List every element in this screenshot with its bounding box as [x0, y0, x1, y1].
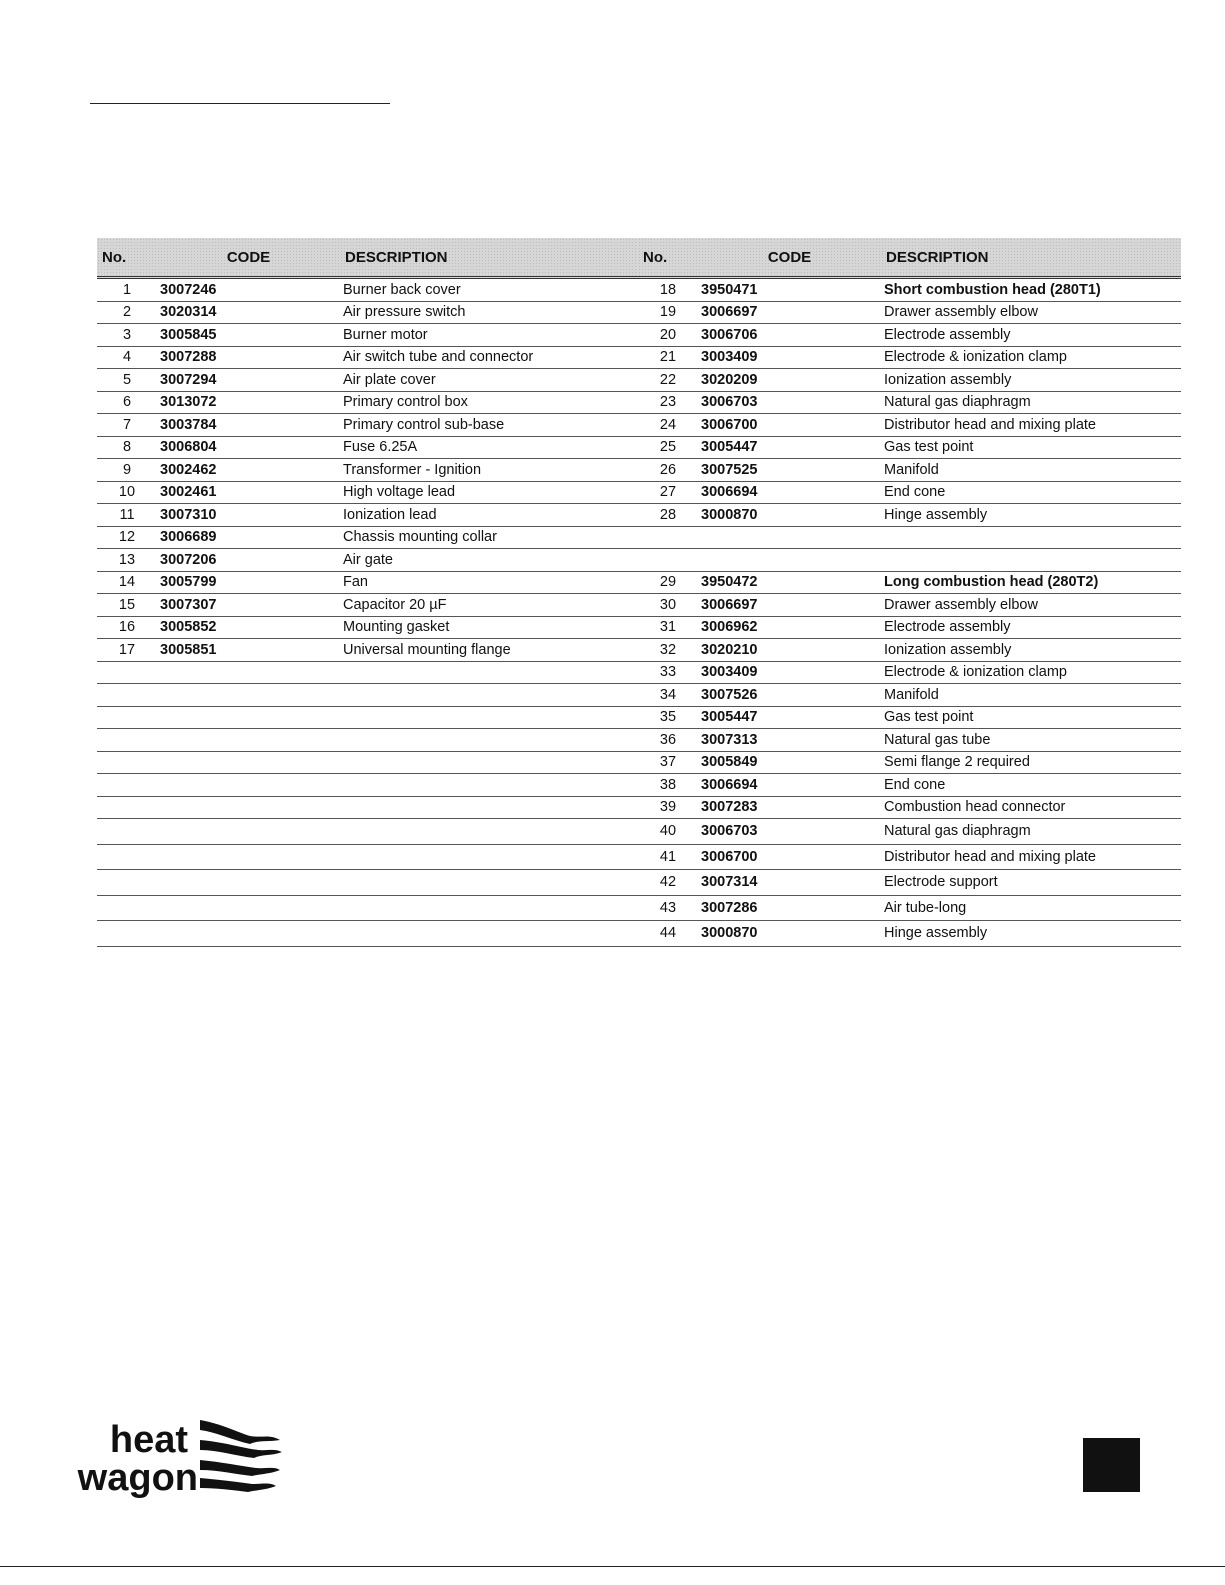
part-description: Air tube-long [881, 895, 1181, 921]
header-row [97, 238, 1181, 278]
table-row [97, 661, 1181, 684]
part-code: 3006694 [698, 481, 881, 504]
part-number: 10 [97, 481, 157, 504]
part-code: 3007314 [698, 870, 881, 896]
part-description [340, 706, 638, 729]
part-description: Long combustion head (280T2) [881, 571, 1181, 594]
part-description: Combustion head connector [881, 796, 1181, 819]
part-code [157, 774, 340, 797]
part-description: Manifold [881, 459, 1181, 482]
part-number: 19 [638, 301, 698, 324]
parts-table [97, 238, 1181, 947]
part-code [157, 729, 340, 752]
part-code: 3007286 [698, 895, 881, 921]
table-row [97, 436, 1181, 459]
part-code [157, 870, 340, 896]
part-description: Short combustion head (280T1) [881, 278, 1181, 302]
part-code: 3006703 [698, 391, 881, 414]
part-code: 3000870 [698, 504, 881, 527]
table-row [97, 414, 1181, 437]
part-description: Ionization assembly [881, 369, 1181, 392]
part-code: 3006700 [698, 844, 881, 870]
part-code: 3007313 [698, 729, 881, 752]
part-description: Primary control sub-base [340, 414, 638, 437]
part-number: 22 [638, 369, 698, 392]
part-number: 41 [638, 844, 698, 870]
part-code: 3005851 [157, 639, 340, 662]
part-number: 9 [97, 459, 157, 482]
part-number [97, 751, 157, 774]
table-row [97, 549, 1181, 572]
part-description: Electrode & ionization clamp [881, 661, 1181, 684]
part-description: Burner motor [340, 324, 638, 347]
table-row [97, 895, 1181, 921]
table-row [97, 278, 1181, 302]
part-description: Ionization lead [340, 504, 638, 527]
part-code: 3005849 [698, 751, 881, 774]
part-code: 3007307 [157, 594, 340, 617]
part-number: 24 [638, 414, 698, 437]
part-number: 44 [638, 921, 698, 947]
table-row [97, 616, 1181, 639]
part-description: Electrode & ionization clamp [881, 346, 1181, 369]
part-description [340, 844, 638, 870]
part-description: Air pressure switch [340, 301, 638, 324]
part-code: 3006700 [698, 414, 881, 437]
part-number [97, 684, 157, 707]
part-number: 25 [638, 436, 698, 459]
part-code: 3950472 [698, 571, 881, 594]
part-description: Fuse 6.25A [340, 436, 638, 459]
part-description: Burner back cover [340, 278, 638, 302]
part-description: Electrode support [881, 870, 1181, 896]
part-description: Primary control box [340, 391, 638, 414]
part-code: 3020210 [698, 639, 881, 662]
table-row [97, 870, 1181, 896]
header-no-right: No. [638, 238, 698, 278]
part-description: Universal mounting flange [340, 639, 638, 662]
part-number: 27 [638, 481, 698, 504]
part-number: 16 [97, 616, 157, 639]
part-description [340, 819, 638, 845]
part-code: 3006689 [157, 526, 340, 549]
table-row [97, 346, 1181, 369]
part-code [698, 549, 881, 572]
part-number: 2 [97, 301, 157, 324]
table-row [97, 639, 1181, 662]
part-description: Natural gas diaphragm [881, 819, 1181, 845]
part-description: Drawer assembly elbow [881, 301, 1181, 324]
part-description [340, 895, 638, 921]
part-code [157, 751, 340, 774]
bottom-rule [0, 1566, 1225, 1567]
part-number: 1 [97, 278, 157, 302]
part-code [157, 796, 340, 819]
part-number: 36 [638, 729, 698, 752]
part-number: 30 [638, 594, 698, 617]
table-row [97, 594, 1181, 617]
part-number: 35 [638, 706, 698, 729]
part-description [340, 774, 638, 797]
part-number [97, 819, 157, 845]
part-number: 33 [638, 661, 698, 684]
part-code: 3006804 [157, 436, 340, 459]
heat-wagon-logo [72, 1418, 287, 1498]
part-number: 32 [638, 639, 698, 662]
part-code: 3006962 [698, 616, 881, 639]
part-code: 3020314 [157, 301, 340, 324]
part-description: Air plate cover [340, 369, 638, 392]
part-number [97, 774, 157, 797]
table-row [97, 774, 1181, 797]
part-code [157, 844, 340, 870]
parts-table-body [97, 278, 1181, 947]
part-description: Distributor head and mixing plate [881, 844, 1181, 870]
table-row [97, 684, 1181, 707]
part-code [698, 526, 881, 549]
header-description-left: DESCRIPTION [340, 238, 638, 278]
part-description: Air gate [340, 549, 638, 572]
part-code [157, 895, 340, 921]
table-row [97, 459, 1181, 482]
part-number: 26 [638, 459, 698, 482]
part-description: Fan [340, 571, 638, 594]
part-code: 3013072 [157, 391, 340, 414]
table-row [97, 481, 1181, 504]
table-row [97, 526, 1181, 549]
part-code: 3003409 [698, 661, 881, 684]
part-code [157, 684, 340, 707]
part-code: 3005852 [157, 616, 340, 639]
part-description: Natural gas tube [881, 729, 1181, 752]
part-code: 3007294 [157, 369, 340, 392]
part-number: 14 [97, 571, 157, 594]
part-code: 3003409 [698, 346, 881, 369]
part-code: 3007525 [698, 459, 881, 482]
part-code: 3007526 [698, 684, 881, 707]
logo-line1: heat [109, 1419, 188, 1461]
part-number: 28 [638, 504, 698, 527]
part-code: 3006697 [698, 301, 881, 324]
part-number: 18 [638, 278, 698, 302]
part-description: Chassis mounting collar [340, 526, 638, 549]
part-number: 42 [638, 870, 698, 896]
table-row [97, 751, 1181, 774]
part-code: 3007288 [157, 346, 340, 369]
table-row [97, 729, 1181, 752]
part-description: Semi flange 2 required [881, 751, 1181, 774]
part-number: 13 [97, 549, 157, 572]
part-number: 40 [638, 819, 698, 845]
top-rule [90, 103, 390, 104]
part-description: Drawer assembly elbow [881, 594, 1181, 617]
part-number: 38 [638, 774, 698, 797]
part-description: Hinge assembly [881, 921, 1181, 947]
part-number [97, 844, 157, 870]
part-description [340, 684, 638, 707]
part-code: 3950471 [698, 278, 881, 302]
part-code: 3003784 [157, 414, 340, 437]
part-description [340, 870, 638, 896]
part-code: 3002462 [157, 459, 340, 482]
part-code [157, 661, 340, 684]
logo-line2: wagon [77, 1457, 198, 1498]
part-number [638, 549, 698, 572]
part-description: Mounting gasket [340, 616, 638, 639]
part-code: 3005845 [157, 324, 340, 347]
part-description: Transformer - Ignition [340, 459, 638, 482]
part-description: Capacitor 20 µF [340, 594, 638, 617]
part-number [638, 526, 698, 549]
part-code: 3020209 [698, 369, 881, 392]
part-number: 39 [638, 796, 698, 819]
part-description [340, 921, 638, 947]
part-number: 43 [638, 895, 698, 921]
part-number: 6 [97, 391, 157, 414]
table-row [97, 504, 1181, 527]
part-number [97, 796, 157, 819]
part-description: Electrode assembly [881, 616, 1181, 639]
part-code [157, 921, 340, 947]
part-code: 3005447 [698, 436, 881, 459]
part-number: 5 [97, 369, 157, 392]
part-number: 23 [638, 391, 698, 414]
part-description: End cone [881, 774, 1181, 797]
part-code [157, 819, 340, 845]
part-description [340, 751, 638, 774]
part-number: 11 [97, 504, 157, 527]
table-row [97, 819, 1181, 845]
part-code: 3007246 [157, 278, 340, 302]
part-number: 31 [638, 616, 698, 639]
part-code [157, 706, 340, 729]
header-code-right: CODE [698, 238, 881, 278]
part-code: 3007206 [157, 549, 340, 572]
table-row [97, 301, 1181, 324]
part-description: Hinge assembly [881, 504, 1181, 527]
part-number: 12 [97, 526, 157, 549]
part-description: End cone [881, 481, 1181, 504]
page-number-box [1083, 1438, 1140, 1492]
part-number: 8 [97, 436, 157, 459]
part-description [881, 549, 1181, 572]
part-number [97, 729, 157, 752]
part-number [97, 921, 157, 947]
part-number: 34 [638, 684, 698, 707]
part-number: 7 [97, 414, 157, 437]
part-description [881, 526, 1181, 549]
part-code: 3006706 [698, 324, 881, 347]
part-description: Distributor head and mixing plate [881, 414, 1181, 437]
part-number: 29 [638, 571, 698, 594]
part-number: 17 [97, 639, 157, 662]
part-description: Gas test point [881, 706, 1181, 729]
part-description [340, 729, 638, 752]
part-description: Gas test point [881, 436, 1181, 459]
part-description [340, 661, 638, 684]
part-number: 21 [638, 346, 698, 369]
part-code: 3005447 [698, 706, 881, 729]
part-code: 3007283 [698, 796, 881, 819]
table-row [97, 844, 1181, 870]
header-code-left: CODE [157, 238, 340, 278]
table-row [97, 921, 1181, 947]
table-row [97, 706, 1181, 729]
part-description [340, 796, 638, 819]
part-code: 3006694 [698, 774, 881, 797]
part-code: 3002461 [157, 481, 340, 504]
table-row [97, 796, 1181, 819]
part-code: 3000870 [698, 921, 881, 947]
table-row [97, 369, 1181, 392]
part-number [97, 870, 157, 896]
table-row [97, 571, 1181, 594]
part-number [97, 661, 157, 684]
part-number: 3 [97, 324, 157, 347]
part-number: 37 [638, 751, 698, 774]
part-number: 4 [97, 346, 157, 369]
part-description: Air switch tube and connector [340, 346, 638, 369]
part-description: High voltage lead [340, 481, 638, 504]
table-row [97, 324, 1181, 347]
header-no-left: No. [97, 238, 157, 278]
part-code: 3006703 [698, 819, 881, 845]
part-description: Manifold [881, 684, 1181, 707]
table-row [97, 391, 1181, 414]
part-code: 3005799 [157, 571, 340, 594]
part-number [97, 895, 157, 921]
part-number [97, 706, 157, 729]
part-number: 15 [97, 594, 157, 617]
part-description: Ionization assembly [881, 639, 1181, 662]
flame-waves-icon [200, 1420, 282, 1492]
part-description: Electrode assembly [881, 324, 1181, 347]
header-description-right: DESCRIPTION [881, 238, 1181, 278]
part-code: 3006697 [698, 594, 881, 617]
part-number: 20 [638, 324, 698, 347]
part-code: 3007310 [157, 504, 340, 527]
part-description: Natural gas diaphragm [881, 391, 1181, 414]
